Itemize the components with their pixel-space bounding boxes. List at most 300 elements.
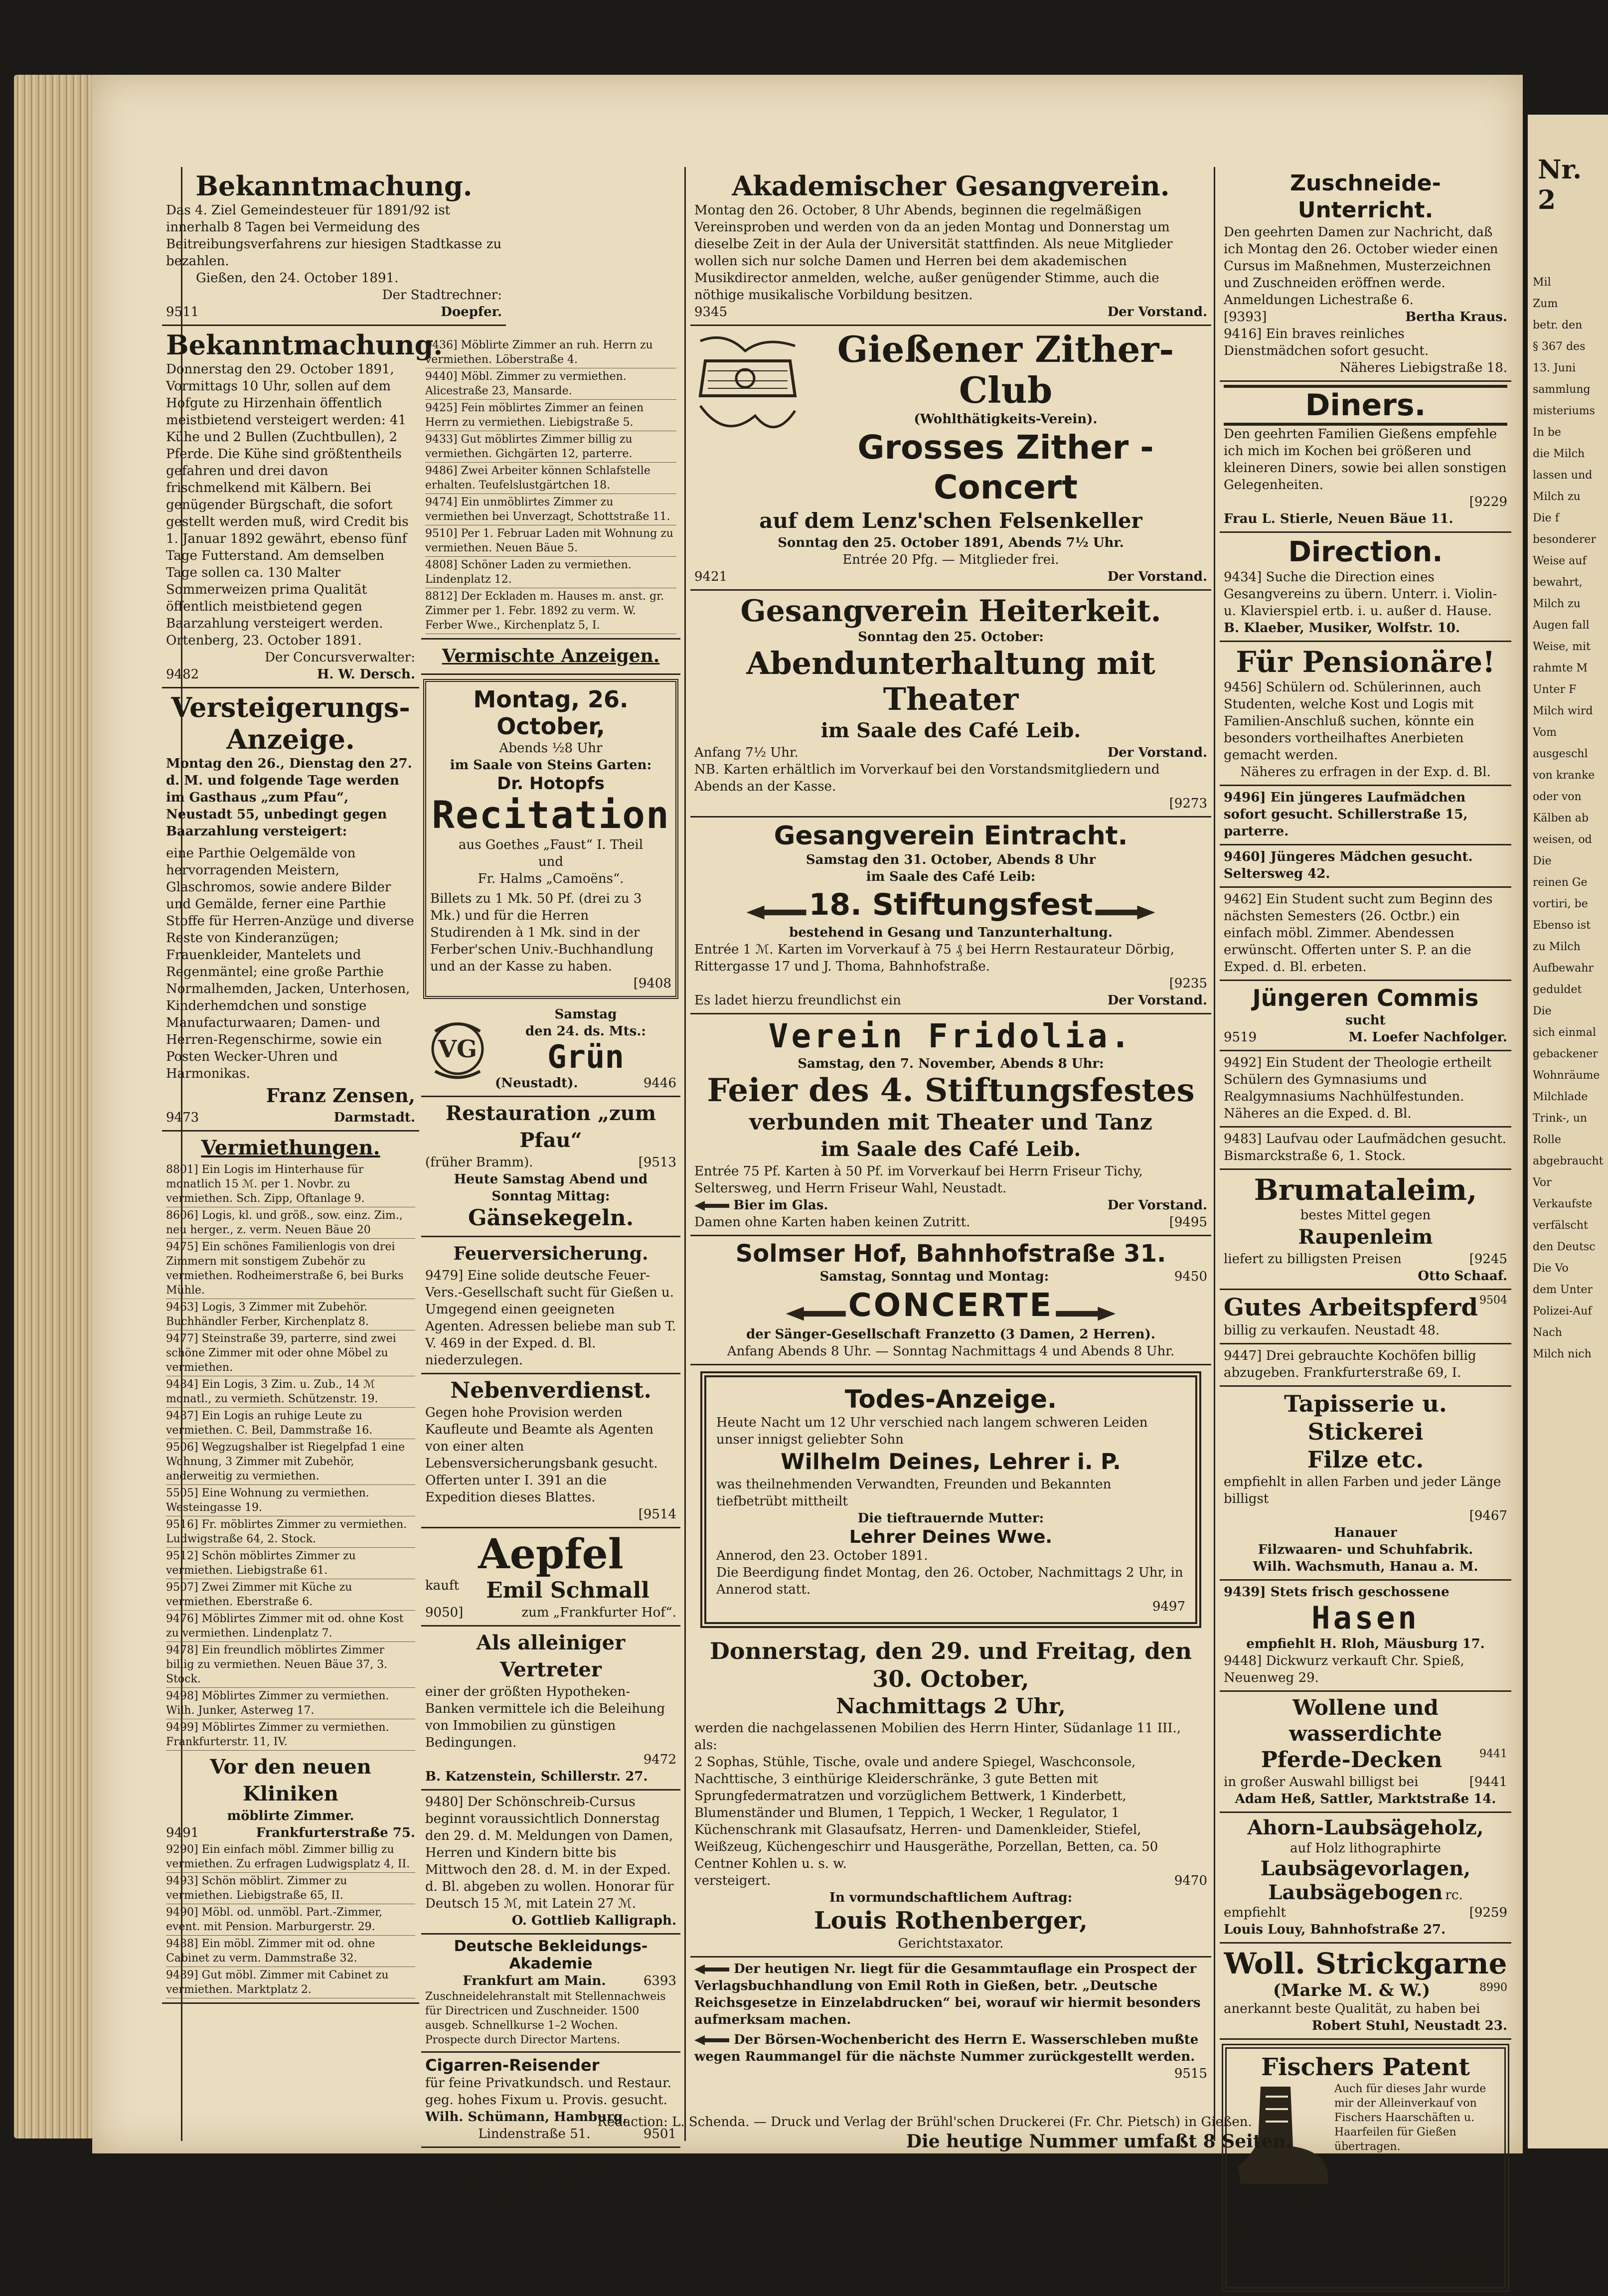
pensioners-text: 9456] Schülern od. Schülerinnen, auch Studenten, welche Kost und Logis mit Familien-Anschluß suchen, könnte ein besonders vortheilhaftes Anerbieten gemacht werden. (1224, 680, 1481, 763)
hares-title: Hasen (1311, 1600, 1420, 1636)
patent-number: 9151] (1231, 2267, 1269, 2282)
pointing-hand-icon (694, 1965, 729, 1974)
notice-signer-role: Der Stadtrechner: (382, 288, 502, 303)
auction-2-items: 2 Sophas, Stühle, Tische, ovale und andere Spiegel, Waschconsole, Nachttische, 3 einthürige Kleiderschränke, 3 gute Betten mit Sprungfedermatratzen und vorzüglichem Bettwerk, 1 Kinderbett, Blumenständer und Blumen, 1 Teppich, 1 Wecker, 1 Regulator, 1 Küchenschrank mit Glasaufsatz, Herren- und Damenkleider, Stiefel, Weißzeug, Küchengeschirr und Hausgeräthe, Porzellan, Betten, ca. 50 Centner Kohlen u. s. w. (694, 1755, 1158, 1871)
cigar-title: Cigarren-Reisender (425, 2056, 600, 2075)
fgf-title: F. G. F. (494, 2149, 608, 2184)
patent-name: Wilh. Herbert, (1396, 2250, 1500, 2265)
tutoring-ad: 9492] Ein Student der Theologie ertheilt Schülern des Gymnasiums und Realgymnasiums Nachhülfestunden. Näheres an die Exped. d. Bl. (1224, 1055, 1492, 1121)
representative-title: Als alleiniger Vertreter (476, 1631, 626, 1681)
rental-ad: 9425] Fein möblirtes Zimmer an feinen Herrn zu vermiethen. Liebigstraße 5. (425, 400, 676, 431)
heiterkeit-note: NB. Karten erhältlich im Vorverkauf bei den Vorstandsmitgliedern und Abends an der Kasse. (694, 762, 1160, 794)
next-page-line: Polizei-Auf (1533, 1305, 1592, 1317)
next-page-line: Die (1533, 855, 1552, 867)
death-notice-title: Todes-Anzeige. (844, 1385, 1057, 1414)
insurance-text: 9479] Eine solide deutsche Feuer-Vers.-Gesellschaft sucht für Gießen u. Umgegend einen geeigneten Agenten. Adressen beliebe man sub T. V. 469 in der Exped. d. Bl. niederzulegen. (425, 1268, 676, 1368)
event-date: den 24. ds. Mts.: (525, 1024, 646, 1039)
next-page-line: besonderer (1533, 533, 1596, 546)
side-income-number: [9514 (638, 1507, 676, 1522)
stoves-ad: 9447] Drei gebrauchte Kochöfen billig abzugeben. Frankfurterstraße 69, I. (1224, 1348, 1476, 1380)
hanau-title: Hanauer (1334, 1525, 1397, 1540)
apples-address: zum „Frankfurter Hof“. (521, 1605, 676, 1620)
yarn-sub: (Marke M. & W.) (1273, 1980, 1431, 2000)
misc-ads-title: Vermischte Anzeigen. (442, 646, 660, 666)
pointing-hand-icon (694, 1201, 729, 1211)
recitation-date: Montag, 26. October, (473, 686, 629, 740)
choir-number: 9345 (694, 305, 728, 320)
direction-name: B. Klaeber, Musiker, Wolfstr. 10. (1224, 621, 1460, 636)
insurance-title: Feuerversicherung. (453, 1243, 648, 1264)
restaurant-event: Gänsekegeln. (468, 1205, 634, 1231)
rental-ad: 9475] Ein schönes Familienlogis von drei Zimmern mit sonstigem Zubehör zu vermiethen. Rodheimerstraße 6, bei Burks Mühle. (166, 1239, 415, 1299)
cigar-text: für feine Privatkundsch. und Restaur. geg. hohes Fixum u. Provis. gesucht. (425, 2076, 671, 2108)
eintracht-text: Entrée 1 ℳ. Karten im Vorverkauf à 75 ₰ bei Herrn Restaurateur Dörbig, Rittergasse 17 und J. Thoma, Bahnhofstraße. (694, 942, 1174, 974)
death-notice-mother: Die tieftrauernde Mutter: (857, 1511, 1044, 1526)
academy-title: Deutsche Bekleidungs-Akademie (454, 1938, 648, 1972)
calligraphy-signer: O. Gottlieb Kalligraph. (511, 1913, 676, 1928)
hanau-name: Wilh. Wachsmuth, Hanau a. M. (1253, 1559, 1478, 1574)
representative-name: B. Katzenstein, Schillerstr. 27. (425, 1769, 648, 1784)
fretwork-title-2: Laubsägevorlagen, (1260, 1857, 1471, 1880)
auction-2-role: Gerichtstaxator. (898, 1936, 1004, 1951)
fretwork-number: [9259 (1469, 1905, 1507, 1920)
clinic-address: Frankfurterstraße 75. (256, 1825, 415, 1840)
yarn-number: 8990 (1479, 1981, 1507, 1994)
next-page-line: verfälscht (1533, 1219, 1588, 1232)
restaurant-text: Heute Samstag Abend und Sonntag Mittag: (454, 1172, 648, 1204)
tailoring-number: [9393] (1224, 310, 1267, 325)
clerk-name: M. Loefer Nachfolger. (1348, 1030, 1507, 1045)
next-page-line: sammlung (1533, 383, 1591, 396)
zither-entry: Entrée 20 Pfg. — Mitglieder frei. (842, 552, 1059, 567)
next-page-line: Unter F (1533, 683, 1577, 696)
clerk-sub: sucht (1345, 1013, 1386, 1028)
yarn-title: Woll. Strickgarne (1224, 1947, 1507, 1980)
heiterkeit-title: Gesangverein Heiterkeit. (740, 594, 1161, 629)
blankets-title: Wollene und wasserdichte (1288, 1695, 1443, 1746)
eintracht-place: im Saale des Café Leib: (866, 869, 1036, 884)
rental-ad: 8801] Ein Logis im Hinterhause für monatlich 15 ℳ. per 1. Novbr. zu vermiethen. Sch. Zipp, Oftanlage 9. (166, 1161, 415, 1207)
rental-ad: 9440] Möbl. Zimmer zu vermiethen. Alicestraße 23, Mansarde. (425, 368, 676, 400)
next-page-line: Die (1533, 1005, 1552, 1017)
hares-name: empfiehlt H. Rloh, Mäusburg 17. (1246, 1637, 1485, 1651)
death-notice-date: Annerod, den 23. October 1891. (716, 1548, 928, 1563)
notice-signer: H. W. Dersch. (317, 667, 415, 682)
fridolia-date: Samstag, den 7. November, Abends 8 Uhr: (798, 1056, 1104, 1071)
side-income-text: Gegen hohe Provision werden Kaufleute und Beamte als Agenten von einer alten Lebensversicherungsbank gesucht. Offerten unter I. 391 an die Expedition dieses Blattes. (425, 1405, 658, 1505)
death-notice-text: Heute Nacht um 12 Uhr verschied nach langem schweren Leiden unser innigst geliebter Sohn (716, 1415, 1148, 1447)
fretwork-name: Louis Louy, Bahnhofstraße 27. (1224, 1922, 1446, 1937)
errand-boy-ad: 9483] Laufvau oder Laufmädchen gesucht. Bismarckstraße 6, 1. Stock. (1224, 1132, 1507, 1163)
auction-list: eine Parthie Oelgemälde von hervorragenden Meistern, Glaschromos, sowie andere Bilder und Gemälde, ferner eine Parthie Stoffe für Herren-Anzüge und diverse Reste von Kinderanzügen; Frauenkleider, Mantelets und Regenmäntel; eine große Parthie Normalhemden, Jacken, Unterhosen, Kinderhemdchen und sonstige Manufacturwaaren; Damen- und Herren-Regenschirme, sowie ein Posten Wecker-Uhren und Harmonikas. (166, 846, 414, 1081)
auction-text: Montag den 26., Dienstag den 27. d. M. und folgende Tage werden im Gasthaus „zum Pfau“, Neustadt 55, unbedingt gegen Baarzahlung versteigert: (166, 756, 412, 839)
solmser-number: 9450 (1174, 1269, 1207, 1284)
next-page-line: Weise, mit (1533, 641, 1591, 653)
next-page-line: Milch nich (1533, 1348, 1592, 1360)
next-page-line: Vom (1533, 726, 1557, 739)
recitation-tickets: Billets zu 1 Mk. 50 Pf. (drei zu 3 Mk.) und für die Herren Studirenden à 1 Mk. sind in der Ferber'schen Univ.-Buchhandlung und an der Kasse zu haben. (430, 891, 653, 974)
rental-ad: 9507] Zwei Zimmer mit Küche zu vermiethen. Eberstraße 6. (166, 1579, 415, 1611)
auction-title-2: Anzeige. (226, 723, 355, 755)
next-page-line: Die f (1533, 512, 1559, 524)
rental-ad: 9487] Ein Logis an ruhige Leute zu vermiethen. C. Beil, Dammstraße 16. (166, 1408, 415, 1439)
next-page-lines (1533, 275, 1608, 1361)
auction-2-time: Nachmittags 2 Uhr, (836, 1694, 1066, 1718)
rental-ad: 9488] Ein möbl. Zimmer mit od. ohne Cabinet zu verm. Dammstraße 32. (166, 1936, 415, 1967)
patent-title: Fischers Patent (1261, 2053, 1470, 2081)
stock-report-number: 9515 (1174, 2066, 1207, 2081)
horse-number: 9504 (1479, 1294, 1507, 1307)
solmser-group: der Sänger-Gesellschaft Franzetto (3 Damen, 2 Herren). (746, 1327, 1155, 1342)
next-page-fragment (1528, 115, 1608, 2148)
heiterkeit-date: Sonntag den 25. October: (858, 630, 1044, 645)
event-number: 9446 (643, 1076, 676, 1091)
patent-address: Marktplatz. (1415, 2267, 1500, 2282)
stock-report-note: Der Börsen-Wochenbericht des Herrn E. Wasserschleben mußte wegen Raummangel für die nächste Nummer zurückgestellt werden. (694, 2032, 1199, 2064)
representative-text: einer der größten Hypotheken-Banken vermittele ich die Beleihung von Immobilien zu günstigen Bedingungen. (425, 1684, 665, 1750)
choir-title: Akademischer Gesangverein. (732, 170, 1170, 202)
next-page-line: Milch zu (1533, 491, 1581, 503)
auction-2-number: 9470 (1174, 1873, 1207, 1888)
next-page-line: den Deutsc (1533, 1241, 1596, 1253)
monogram-letters: VG (438, 1035, 478, 1063)
rentals-list (166, 1161, 415, 1751)
tapestry-title: Tapisserie u. Stickerei (1284, 1390, 1447, 1445)
notice-text: Donnerstag den 29. October 1891, Vormittags 10 Uhr, sollen auf dem Hofgute zu Hirzenhain öffentlich meistbietend versteigert werden: 41 Kühe und 2 Bullen (Zuchtbullen), 2 Pferde. Die Kühe sind größtentheils gefahren und drei davon frischmelkend mit Kälbern. Bei genügender Bürgschaft, die sofort gestellt werden muß, wird Credit bis 1. Januar 1892 gewährt, ebenso fünf Tage Futterstand. Am demselben Tage sollen ca. 130 Malter Sommerweizen prima Qualität öffentlich meistbietend gegen Baarzahlung versteigert werden. (166, 362, 409, 631)
next-page-line: Augen fall (1533, 619, 1590, 632)
next-page-line: dem Unter (1533, 1284, 1593, 1296)
tapestry-text: empfiehlt in allen Farben und jeder Länge billigst (1224, 1475, 1501, 1506)
death-notice-mother-name: Lehrer Deines Wwe. (849, 1527, 1053, 1547)
next-page-line: lassen und (1533, 469, 1593, 482)
zither-club-sub: (Wohlthätigkeits-Verein). (914, 412, 1098, 427)
eintracht-number: [9235 (1169, 976, 1207, 991)
solmser-time: Anfang Abends 8 Uhr. — Sonntag Nachmittags 4 und Abends 8 Uhr. (727, 1344, 1175, 1359)
column-4 (1220, 167, 1511, 2296)
rental-ad: 9510] Per 1. Februar Laden mit Wohnung zu vermiethen. Neuen Bäue 5. (425, 525, 676, 557)
fridolia-signer: Der Vorstand. (1107, 1198, 1207, 1213)
rentals-title: Vermiethungen. (201, 1136, 380, 1159)
caterpillar-glue-signer: Otto Schaaf. (1418, 1269, 1507, 1284)
fridolia-beer: Bier im Glas. (733, 1198, 828, 1213)
zither-number: 9421 (694, 569, 728, 584)
calligraphy-text: 9480] Der Schönschreib-Cursus beginnt voraussichtlich Donnerstag den 29. d. M. Meldungen von Damen, Herren und Kindern bitte bis Mittwoch den 28. d. M. in der Exped. d. Bl. abgeben zu wollen. Honorar für Deutsch 15 ℳ, mit Latein 27 ℳ. (425, 1795, 674, 1911)
rental-ad: 9486] Zwei Arbeiter können Schlafstelle erhalten. Teufelslustgärtchen 18. (425, 463, 676, 494)
rentals-list-2 (166, 1841, 415, 1998)
clerk-number: 9519 (1224, 1030, 1257, 1045)
blankets-text: in großer Auswahl billigst bei (1224, 1775, 1419, 1790)
apples-buys: kauft (425, 1578, 460, 1593)
caterpillar-glue-text: liefert zu billigsten Preisen (1224, 1252, 1402, 1267)
column-rule (1214, 167, 1215, 2141)
diners-text: Den geehrten Familien Gießens empfehle ich mich im Kochen bei größeren und kleineren Diners, sowie bei allen sonstigen Gelegenheiten. (1224, 427, 1507, 492)
next-page-line: zu Milch (1533, 941, 1581, 953)
eintracht-signer: Der Vorstand. (1107, 993, 1207, 1008)
zither-club-title: Gießener Zither-Club (837, 328, 1174, 411)
notice-date: Gießen, den 24. October 1891. (196, 271, 399, 286)
next-page-line: Milchlade (1533, 1091, 1588, 1103)
fretwork-sub: auf Holz lithographirte (1290, 1841, 1441, 1856)
pointing-hand-left-icon (1056, 1307, 1116, 1321)
rental-ad: 9478] Ein freundlich möblirtes Zimmer billig zu vermiethen. Neuen Bäue 37, 3. Stock. (166, 1642, 415, 1688)
notice-text: Das 4. Ziel Gemeindesteuer für 1891/92 ist innerhalb 8 Tagen bei Vermeidung des Beitreibungsverfahrens zur hiesigen Stadtkasse zu bezahlen. (166, 203, 502, 269)
next-page-line: weisen, od (1533, 833, 1592, 846)
auction-2-title: Donnerstag, den 29. und Freitag, den 30. October, (709, 1638, 1192, 1692)
cigar-number: 9501 (643, 2127, 676, 2141)
eintracht-invite: Es ladet hierzu freundlichst ein (694, 993, 901, 1008)
imprint: Redaction: L. Schenda. — Druck und Verlag der Brühl'schen Druckerei (Fr. Chr. Pietsch) in Gießen. (597, 2115, 1252, 2130)
rental-ad: 9484] Ein Logis, 3 Zim. u. Zub., 14 ℳ monatl., zu vermieth. Schützenstr. 19. (166, 1376, 415, 1408)
cigar-address: Lindenstraße 51. (478, 2127, 591, 2141)
next-page-line: Ebenso ist (1533, 919, 1591, 932)
next-page-line: oder von (1533, 791, 1582, 803)
next-page-line: Die Vo (1533, 1262, 1569, 1275)
pointing-hand-right-icon (747, 906, 806, 920)
cigar-name: Wilh. Schümann, Hamburg, (425, 2110, 628, 2125)
next-page-line: von kranke (1533, 769, 1595, 782)
recitation-number: [9408 (633, 976, 671, 991)
pointing-hand-right-icon (786, 1307, 846, 1321)
clerk-title: Jüngeren Commis (1252, 984, 1479, 1011)
notice-number: 9482 (166, 667, 199, 682)
blankets-number: 9441 (1479, 1748, 1507, 1760)
diners-number: [9229 (1469, 494, 1507, 509)
blankets-name: Adam Heß, Sattler, Marktstraße 14. (1235, 1792, 1496, 1806)
pensioners-note: Näheres zu erfragen in der Exp. d. Bl. (1240, 765, 1491, 780)
apples-name: Emil Schmall (486, 1578, 649, 1603)
clinic-title: Vor den neuen Kliniken (210, 1755, 371, 1805)
recitation-program-2: und (538, 854, 564, 869)
blankets-number-2: [9441 (1469, 1775, 1507, 1790)
direction-text: 9434] Suche die Direction eines Gesangvereins zu übern. Unterr. i. Violin- u. Klavierspiel ertb. i. u. außer d. Hause. (1224, 570, 1497, 619)
yarn-name: Robert Stuhl, Neustadt 23. (1311, 2018, 1507, 2033)
death-notice-name: Wilhelm Deines, Lehrer i. P. (781, 1449, 1121, 1475)
notice-number: 9511 (166, 305, 199, 320)
rental-ad: 8812] Der Eckladen m. Hauses m. anst. gr. Zimmer per 1. Febr. 1892 zu verm. W. Ferber Wwe., Kirchenplatz 5, I. (425, 588, 676, 634)
recitation-time: Abends ½8 Uhr (499, 741, 603, 756)
horse-title: Gutes Arbeitspferd (1224, 1294, 1478, 1321)
rental-ad: 9433] Gut möblirtes Zimmer billig zu vermiethen. Gichgärten 12, parterre. (425, 431, 676, 463)
auction-2-auctioned: versteigert. (694, 1873, 771, 1888)
fridolia-place: im Saale des Café Leib. (820, 1138, 1081, 1161)
solmser-concert: CONCERTE (848, 1287, 1054, 1324)
clinic-sub: möblirte Zimmer. (227, 1808, 354, 1823)
diners-name: Frau L. Stierle, Neuen Bäue 11. (1224, 511, 1453, 526)
fretwork-etc: rc. (1445, 1888, 1463, 1903)
death-notice-burial: Die Beerdigung findet Montag, den 26. October, Nachmittags 2 Uhr, in Annerod statt. (716, 1565, 1183, 1597)
next-page-line: Rolle (1533, 1134, 1561, 1146)
patent-text-2: Ich kann diesen fußbekleidung kann dieselben aufs Angelegentlichste empfehlen und gebe diese Artikel zu gleichem Preise wie ist der Fabrik ab. (1231, 2192, 1490, 2248)
rental-ad: 8606] Logis, kl. und größ., sow. einz. Zim., neu herger., z. verm. Neuen Bäue 20 (166, 1207, 415, 1239)
next-page-line: vortiri, be (1533, 898, 1588, 910)
fridolia-number: [9495 (1169, 1215, 1207, 1230)
next-page-line: Wohnräume (1533, 1069, 1600, 1082)
heiterkeit-event: Abendunterhaltung mit Theater (746, 645, 1155, 717)
column-2 (421, 334, 680, 2202)
choir-signer: Der Vorstand. (1107, 305, 1207, 320)
rental-ad: 9489] Gut möbl. Zimmer mit Cabinet zu vermiethen. Marktplatz 2. (166, 1967, 415, 1998)
rental-ad: 9463] Logis, 3 Zimmer mit Zubehör. Buchhändler Ferber, Kirchenplatz 8. (166, 1299, 415, 1330)
pointing-hand-left-icon (1095, 906, 1155, 920)
hares-text: 9439] Stets frisch geschossene (1224, 1585, 1449, 1600)
fridolia-sub: verbunden mit Theater und Tanz (749, 1110, 1152, 1135)
next-page-line: Milch zu (1533, 598, 1581, 610)
recitation-ad (423, 679, 678, 999)
solmser-title: Solmser Hof, Bahnhofstraße 31. (735, 1240, 1166, 1268)
next-page-line: Milch wird (1533, 705, 1593, 717)
fretwork-recommends: empfiehlt (1224, 1905, 1286, 1920)
notice-title: Bekanntmachung. (195, 170, 473, 202)
fridolia-celebration: Feier des 4. Stiftungsfestes (707, 1072, 1195, 1109)
rental-ad: 4808] Schöner Laden zu vermiethen. Lindenplatz 12. (425, 557, 676, 588)
rental-ad: 9499] Möblirtes Zimmer zu vermiethen. Frankfurterstr. 11, IV. (166, 1719, 415, 1751)
clinic-number: 9491 (166, 1825, 199, 1840)
next-page-line: Mil (1533, 276, 1551, 289)
recitation-place: im Saale von Steins Garten: (450, 758, 652, 773)
academy-number: 6393 (643, 1973, 676, 1988)
rental-ad: 9516] Fr. möblirtes Zimmer zu vermiethen. Ludwigstraße 64, 2. Stock. (166, 1516, 415, 1548)
fridolia-text: Entrée 75 Pf. Karten à 50 Pf. im Vorverkauf bei Herrn Friseur Tichy, Seltersweg, und Herrn Friseur Wahl, Neustadt. (694, 1164, 1143, 1196)
representative-number: 9472 (643, 1752, 676, 1767)
solmser-date: Samstag, Sonntag und Montag: (819, 1269, 1049, 1284)
monogram-emblem-icon (425, 1011, 490, 1086)
rental-ad: 9512] Schön möblirtes Zimmer zu vermiethen. Liebigstraße 61. (166, 1548, 415, 1579)
next-page-line: sich einmal (1533, 1026, 1597, 1039)
caterpillar-glue-name: Raupenleim (1298, 1225, 1433, 1249)
rental-ad: 9476] Möblirtes Zimmer mit od. ohne Kost zu vermiethen. Lindenplatz 7. (166, 1611, 415, 1642)
rental-ad: 9490] Möbl. od. unmöbl. Part.-Zimmer, event. mit Pension. Marburgerstr. 29. (166, 1904, 415, 1936)
academy-city: Frankfurt am Main. (463, 1973, 606, 1988)
next-page-line: misteriums (1533, 405, 1595, 417)
zither-place: auf dem Lenz'schen Felsenkeller (759, 508, 1142, 533)
horse-text: billig zu verkaufen. Neustadt 48. (1224, 1323, 1440, 1338)
next-page-header: Nr. 2 (1538, 155, 1582, 215)
rental-ad: 9290] Ein einfach möbl. Zimmer billig zu vermiethen. Zu erfragen Ludwigsplatz 4, II. (166, 1841, 415, 1873)
zither-illustration-icon (695, 331, 800, 446)
caterpillar-glue-title: Brumataleim, (1254, 1173, 1477, 1207)
academy-text: Zuschneidelehranstalt mit Stellennachweis für Directricen und Zuschneider. 1500 ausgeb. Schnellkurse 1–2 Wochen. Prospecte durch Director Martens. (425, 1990, 666, 2046)
death-notice (700, 1371, 1201, 1628)
maid-address: Näheres Liebigstraße 18. (1339, 360, 1507, 375)
next-page-line: Zum (1533, 298, 1558, 310)
footer (451, 2114, 1398, 2152)
apples-title: Aepfel (478, 1530, 624, 1578)
rental-ad: 9474] Ein unmöblirtes Zimmer zu vermiethen bei Unverzagt, Schottstraße 11. (425, 494, 676, 525)
rental-ad: 9506] Wegzugshalber ist Riegelpfad 1 eine Wohnung, 3 Zimmer mit Zubehör, anderweitig zu vermiethen. (166, 1439, 415, 1485)
next-page-line: reinen Ge (1533, 876, 1588, 889)
next-page-line: abgebraucht (1533, 1155, 1604, 1167)
auction-2-name: Louis Rothenberger, (813, 1907, 1088, 1935)
recitation-program-3: Fr. Halms „Camoëns“. (478, 871, 624, 886)
auction-2-text: werden die nachgelassenen Mobilien des Herrn Hinter, Südanlage 11 III., als: (694, 1721, 1181, 1753)
death-notice-number: 9497 (1152, 1599, 1185, 1614)
next-page-line: ausgeschl (1533, 748, 1588, 760)
rental-ad: 9493] Schön möblirt. Zimmer zu vermiethen. Liebigstraße 65, II. (166, 1873, 415, 1904)
column-3 (690, 167, 1211, 2085)
tailoring-text: Den geehrten Damen zur Nachricht, daß ich Montag den 26. October wieder einen Cursus im Maßnehmen, Musterzeichnen und Zuschneiden eröffnen werde. Anmeldungen Lichestraße 6. (1224, 225, 1498, 308)
fretwork-title: Ahorn-Laubsägeholz, (1247, 1816, 1484, 1839)
next-page-line: Kälben ab (1533, 812, 1589, 824)
next-page-line: geduldet (1533, 984, 1582, 996)
rental-ad: 9498] Möblirtes Zimmer zu vermiethen. Wilh. Junker, Asterweg 17. (166, 1688, 415, 1719)
choir-text: Montag den 26. October, 8 Uhr Abends, beginnen die regelmäßigen Vereinsproben und werden von da an jeden Montag und Donnerstag um dieselbe Zeit in der Aula der Universität stattfinden. Als neue Mitglieder wollen sich nur solche Damen und Herren bei dem akademischen Musikdirector anmelden, welche, außer genügender Stimme, auch die nöthige musikalische Vorbildung besitzen. (694, 203, 1173, 303)
fridolia-title: Verein Fridolia. (768, 1017, 1133, 1055)
recitation-title: Recitation (432, 793, 670, 837)
tapestry-number: [9467 (1469, 1508, 1507, 1523)
fretwork-title-3: Laubsägebogen (1268, 1881, 1443, 1904)
caterpillar-glue-number: [9245 (1469, 1252, 1507, 1267)
next-page-line: gebackener (1533, 1048, 1598, 1060)
side-income-title: Nebenverdienst. (450, 1378, 651, 1403)
heiterkeit-place: im Saale des Café Leib. (820, 719, 1081, 742)
newspaper-page (92, 75, 1523, 2282)
recitation-speaker: Dr. Hotopfs (497, 774, 605, 794)
notice-signer-role: Der Concursverwalter: (265, 650, 415, 665)
patent-text: Auch für dieses Jahr wurde mir der Alleinverkauf von Fischers Haarschäften u. Haarfeilen für Gießen übertragen. (1334, 2083, 1486, 2153)
zither-date: Sonntag den 25. October 1891, Abends 7½ Uhr. (778, 535, 1124, 550)
rental-ad: 5505] Eine Wohnung zu vermiethen. Westeingasse 19. (166, 1485, 415, 1516)
heiterkeit-number: [9273 (1169, 796, 1207, 811)
auction-city: Darmstadt. (333, 1110, 415, 1125)
next-page-line: Nach (1533, 1326, 1562, 1339)
pensioners-title: Für Pensionäre! (1236, 645, 1495, 679)
tapestry-sub: Filze etc. (1307, 1446, 1424, 1473)
direction-title: Direction. (1288, 536, 1443, 568)
yarn-text: anerkannt beste Qualität, zu haben bei (1224, 2001, 1480, 2016)
restaurant-number: [9513 (638, 1155, 676, 1170)
apples-number: 9050] (425, 1605, 464, 1620)
next-page-line: rahmte M (1533, 662, 1588, 674)
diners-title: Diners. (1224, 385, 1507, 426)
event-venue-sub: (Neustadt). (495, 1076, 578, 1091)
notice-title: Bekanntmachung. (166, 329, 443, 361)
tailoring-title: Zuschneide-Unterricht. (1290, 170, 1441, 223)
auction-signer: Franz Zensen, (266, 1084, 415, 1107)
beets-ad: 9448] Dickwurz verkauft Chr. Spieß, Neuenweg 29. (1224, 1653, 1464, 1685)
auction-title: Versteigerungs- (171, 691, 410, 723)
supplement-note: Der heutigen Nr. liegt für die Gesammtauflage ein Prospect der Verlagsbuchhandlung von Emil Roth in Gießen, betr. „Deutsche Reichsgesetze in Einzelabdrucken“ bei, worauf wir hiermit besonders aufmerksam machen. (694, 1962, 1201, 2027)
next-page-line: Trink-, un (1533, 1112, 1588, 1125)
rentals-list-3 (421, 334, 680, 640)
next-page-line: Verkaufste (1533, 1198, 1593, 1210)
next-page-line: bewahrt, (1533, 576, 1583, 589)
auction-2-commission: In vormundschaftlichem Auftrag: (829, 1890, 1073, 1905)
fridolia-note: Damen ohne Karten haben keinen Zutritt. (694, 1215, 970, 1230)
page-count: Die heutige Nummer umfaßt 8 Seiten. (906, 2131, 1292, 2152)
heiterkeit-start: Anfang 7½ Uhr. (694, 745, 799, 760)
patent-ad (1222, 2044, 1509, 2292)
heiterkeit-signer: Der Vorstand. (1107, 745, 1207, 760)
next-page-line: betr. den (1533, 319, 1583, 331)
auction-number: 9473 (166, 1110, 199, 1125)
rental-ad: 9436] Möblirte Zimmer an ruh. Herrn zu vermiethen. Löberstraße 4. (425, 337, 676, 368)
young-girl-ad: 9460] Jüngeres Mädchen gesucht. Seltersweg 42. (1224, 849, 1473, 881)
notice-signer: Doepfer. (441, 305, 502, 320)
next-page-line: die Milch (1533, 448, 1585, 460)
eintracht-sub: bestehend in Gesang und Tanzunterhaltung. (789, 925, 1113, 940)
death-notice-text-2: was theilnehmenden Verwandten, Freunden und Bekannten tiefbetrübt mittheilt (716, 1477, 1112, 1509)
eintracht-anniversary: 18. Stiftungsfest (808, 887, 1093, 922)
next-page-line: In be (1533, 426, 1561, 439)
page-stack-edge (14, 75, 94, 2138)
maid-text: 9416] Ein braves reinliches Dienstmädchen sofort gesucht. (1224, 327, 1429, 358)
column-rule (684, 167, 686, 2141)
event-venue: Grün (547, 1039, 625, 1076)
next-page-line: Aufbewahr (1533, 962, 1594, 975)
event-day: Samstag (554, 1007, 617, 1022)
restaurant-title: Restauration „zum Pfau“ (445, 1102, 656, 1152)
next-page-line: § 367 des (1533, 340, 1586, 353)
